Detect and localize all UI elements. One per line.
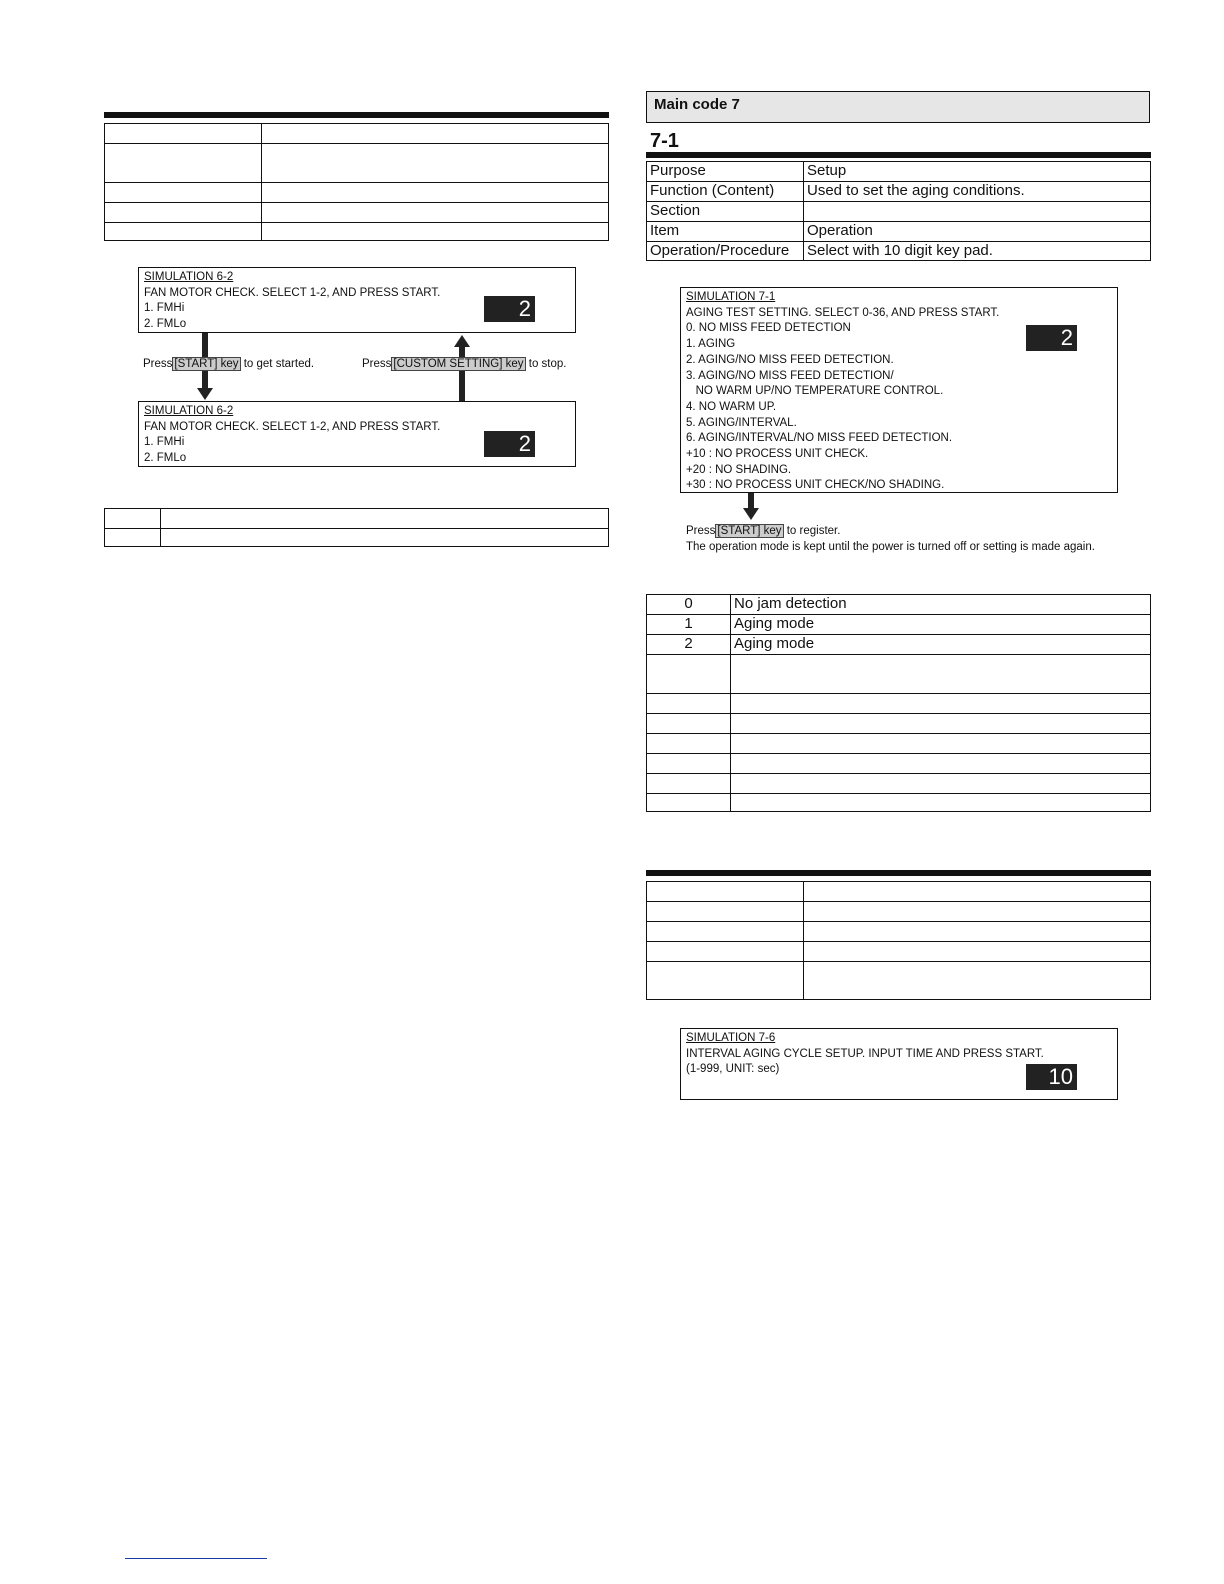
table-cell bbox=[647, 754, 731, 774]
caption-text: to get started. bbox=[243, 358, 315, 370]
screen-line: 1. FMHi bbox=[144, 436, 185, 449]
screen-line: 1. AGING bbox=[686, 338, 736, 351]
table-cell bbox=[731, 694, 1151, 714]
mode-code: 2 bbox=[647, 635, 731, 655]
table-cell bbox=[647, 882, 804, 902]
section-rule-7-1 bbox=[646, 152, 1151, 158]
simulation-screen-7-1 bbox=[680, 287, 1118, 493]
table-cell bbox=[804, 962, 1151, 1000]
screen-line: 5. AGING/INTERVAL. bbox=[686, 416, 797, 429]
table-cell bbox=[262, 223, 609, 241]
table-cell bbox=[161, 509, 609, 529]
row-label: Function (Content) bbox=[647, 182, 804, 202]
custom-setting-key-label: [CUSTOM SETTING] key bbox=[393, 358, 524, 370]
table-cell bbox=[647, 942, 804, 962]
table-cell bbox=[161, 529, 609, 547]
screen-line: 2. AGING/NO MISS FEED DETECTION. bbox=[686, 353, 894, 366]
screen-line: +30 : NO PROCESS UNIT CHECK/NO SHADING. bbox=[686, 479, 945, 492]
main-code-banner: Main code 7 bbox=[646, 91, 1150, 123]
table-cell bbox=[105, 144, 262, 183]
table-cell bbox=[731, 655, 1151, 694]
mode-code: 1 bbox=[647, 615, 731, 635]
screen-title: SIMULATION 6-2 bbox=[144, 405, 234, 417]
row-label: Item bbox=[647, 222, 804, 242]
mode-desc: Aging mode bbox=[731, 635, 1151, 655]
display-value-box: 10 bbox=[1026, 1064, 1077, 1090]
screen-line: 6. AGING/INTERVAL/NO MISS FEED DETECTION. bbox=[686, 432, 953, 445]
caption-text: to register. bbox=[786, 525, 841, 537]
arrow-head-down-icon bbox=[743, 508, 759, 520]
start-key-label: [START] key bbox=[717, 525, 782, 537]
table-cell bbox=[731, 714, 1151, 734]
info-table-7-1 bbox=[646, 161, 1151, 261]
arrow-up-icon bbox=[459, 347, 465, 402]
table-cell bbox=[647, 694, 731, 714]
row-label: Purpose bbox=[647, 162, 804, 182]
caption-text: to stop. bbox=[528, 358, 567, 370]
table-cell bbox=[804, 942, 1151, 962]
table-cell bbox=[731, 774, 1151, 794]
start-caption bbox=[143, 357, 314, 372]
screen-line: 2. FMLo bbox=[144, 452, 187, 465]
arrow-down-icon bbox=[748, 493, 754, 508]
table-cell bbox=[105, 509, 161, 529]
table-cell bbox=[105, 124, 262, 144]
register-caption bbox=[686, 524, 840, 539]
table-cell bbox=[647, 774, 731, 794]
caption-text: Press bbox=[143, 358, 173, 370]
arrow-head-down-icon bbox=[197, 388, 213, 400]
table-cell bbox=[105, 183, 262, 203]
table-cell bbox=[731, 734, 1151, 754]
display-value-box: 2 bbox=[1026, 325, 1077, 351]
table-cell bbox=[262, 183, 609, 203]
row-value: Operation bbox=[804, 222, 1151, 242]
start-key-label: [START] key bbox=[174, 358, 239, 370]
screen-line: 4. NO WARM UP. bbox=[686, 400, 777, 413]
footer-link-underline[interactable] bbox=[125, 1558, 267, 1559]
mode-code: 0 bbox=[647, 595, 731, 615]
mode-table-6-2 bbox=[104, 508, 609, 547]
stop-caption bbox=[362, 357, 566, 372]
table-cell bbox=[262, 203, 609, 223]
screen-title: SIMULATION 6-2 bbox=[144, 271, 234, 283]
row-value: Setup bbox=[804, 162, 1151, 182]
table-cell bbox=[647, 734, 731, 754]
screen-line: +20 : NO SHADING. bbox=[686, 463, 792, 476]
row-value bbox=[804, 202, 1151, 222]
table-cell bbox=[105, 223, 262, 241]
table-cell bbox=[647, 922, 804, 942]
display-value-box: 2 bbox=[484, 296, 535, 322]
table-cell bbox=[731, 794, 1151, 812]
mode-desc: No jam detection bbox=[731, 595, 1151, 615]
register-note: The operation mode is kept until the power is turned off or setting is made again. bbox=[686, 541, 1095, 553]
table-cell bbox=[647, 655, 731, 694]
table-cell bbox=[105, 203, 262, 223]
screen-line: (1-999, UNIT: sec) bbox=[686, 1063, 780, 1076]
table-cell bbox=[804, 882, 1151, 902]
table-cell bbox=[647, 902, 804, 922]
screen-line: FAN MOTOR CHECK. SELECT 1-2, AND PRESS START. bbox=[144, 286, 441, 299]
row-label: Section bbox=[647, 202, 804, 222]
screen-title: SIMULATION 7-1 bbox=[686, 291, 776, 303]
arrow-head-up-icon bbox=[454, 335, 470, 347]
info-table-7-6 bbox=[646, 881, 1151, 1000]
mode-table-7-1 bbox=[646, 594, 1151, 812]
row-value: Select with 10 digit key pad. bbox=[804, 242, 1151, 261]
table-cell bbox=[804, 902, 1151, 922]
display-value-box: 2 bbox=[484, 431, 535, 457]
section-rule-7-6 bbox=[646, 870, 1151, 876]
caption-text: Press bbox=[362, 358, 392, 370]
mode-desc: Aging mode bbox=[731, 615, 1151, 635]
table-cell bbox=[262, 144, 609, 183]
section-rule-6-2 bbox=[104, 112, 609, 118]
screen-line: 2. FMLo bbox=[144, 318, 187, 331]
row-label: Operation/Procedure bbox=[647, 242, 804, 261]
screen-line: 3. AGING/NO MISS FEED DETECTION/ bbox=[686, 369, 894, 382]
table-cell bbox=[731, 754, 1151, 774]
table-cell bbox=[647, 714, 731, 734]
table-cell bbox=[647, 794, 731, 812]
screen-title: SIMULATION 7-6 bbox=[686, 1032, 776, 1044]
screen-line: 1. FMHi bbox=[144, 302, 185, 315]
screen-line: AGING TEST SETTING. SELECT 0-36, AND PRESS START. bbox=[686, 306, 1000, 319]
screen-line: NO WARM UP/NO TEMPERATURE CONTROL. bbox=[686, 385, 944, 398]
table-cell bbox=[804, 922, 1151, 942]
screen-line: +10 : NO PROCESS UNIT CHECK. bbox=[686, 448, 869, 461]
screen-line: 0. NO MISS FEED DETECTION bbox=[686, 322, 851, 335]
table-cell bbox=[262, 124, 609, 144]
screen-line: FAN MOTOR CHECK. SELECT 1-2, AND PRESS START. bbox=[144, 420, 441, 433]
screen-line: INTERVAL AGING CYCLE SETUP. INPUT TIME AND PRESS START. bbox=[686, 1047, 1044, 1060]
caption-text: Press bbox=[686, 525, 716, 537]
row-value: Used to set the aging conditions. bbox=[804, 182, 1151, 202]
section-heading-7-1: 7-1 bbox=[650, 130, 679, 152]
table-cell bbox=[647, 962, 804, 1000]
info-table-6-2 bbox=[104, 123, 609, 241]
table-cell bbox=[105, 529, 161, 547]
